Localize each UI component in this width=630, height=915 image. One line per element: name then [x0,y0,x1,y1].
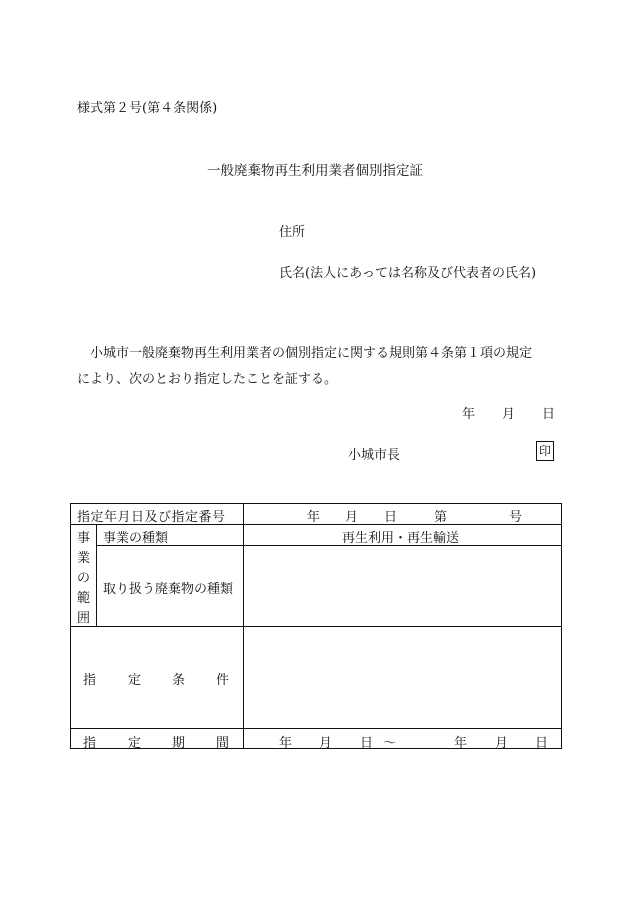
row-divider [71,626,561,627]
scope-label-char: 範 [77,591,91,606]
designation-year-label: 年 [307,510,321,525]
designation-number-prefix: 第 [434,510,448,525]
certification-line-1: 小城市一般廃棄物再生利用業者の個別指定に関する規則第４条第１項の規定 [90,346,533,361]
form-number: 様式第２号(第４条関係) [77,101,218,116]
designation-date-number-label: 指定年月日及び指定番号 [77,510,226,525]
issue-day-label: 日 [542,407,556,422]
period-label-char: 期 [172,736,186,751]
period-label-char: 定 [128,736,142,751]
period-end-year: 年 [454,736,468,751]
issue-year-label: 年 [462,407,476,422]
document-title: 一般廃棄物再生利用業者個別指定証 [207,163,423,179]
conditions-label-char: 条 [172,673,186,688]
period-tilde: ～ [383,736,397,751]
period-start-month: 月 [319,736,333,751]
scope-label-char: の [77,571,91,586]
column-divider [96,524,97,626]
period-label-char: 指 [83,736,97,751]
address-label: 住所 [279,225,306,240]
conditions-label-char: 件 [216,673,230,688]
issuer-name: 小城市長 [348,448,401,463]
issue-month-label: 月 [502,407,516,422]
conditions-label-char: 定 [128,673,142,688]
business-type-label: 事業の種類 [103,531,169,546]
certification-text [77,341,555,393]
seal-mark: 印 [536,441,554,461]
designation-number-suffix: 号 [509,510,523,525]
period-end-month: 月 [495,736,509,751]
name-label: 氏名(法人にあっては名称及び代表者の氏名) [279,266,537,281]
scope-label-char: 業 [77,551,91,566]
scope-label-char: 囲 [77,611,91,626]
waste-type-label: 取り扱う廃棄物の種類 [103,582,234,597]
row-divider [71,728,561,729]
period-label-char: 間 [216,736,230,751]
designation-month-label: 月 [345,510,359,525]
scope-label-char: 事 [77,531,91,546]
business-type-value: 再生利用・再生輸送 [342,531,460,546]
designation-day-label: 日 [384,510,398,525]
conditions-label-char: 指 [83,673,97,688]
designation-table [70,503,562,749]
column-divider [243,504,244,748]
certification-line-2: により、次のとおり指定したことを証する。 [77,372,338,387]
period-start-year: 年 [279,736,293,751]
period-end-day: 日 [535,736,549,751]
period-start-day: 日 [360,736,374,751]
